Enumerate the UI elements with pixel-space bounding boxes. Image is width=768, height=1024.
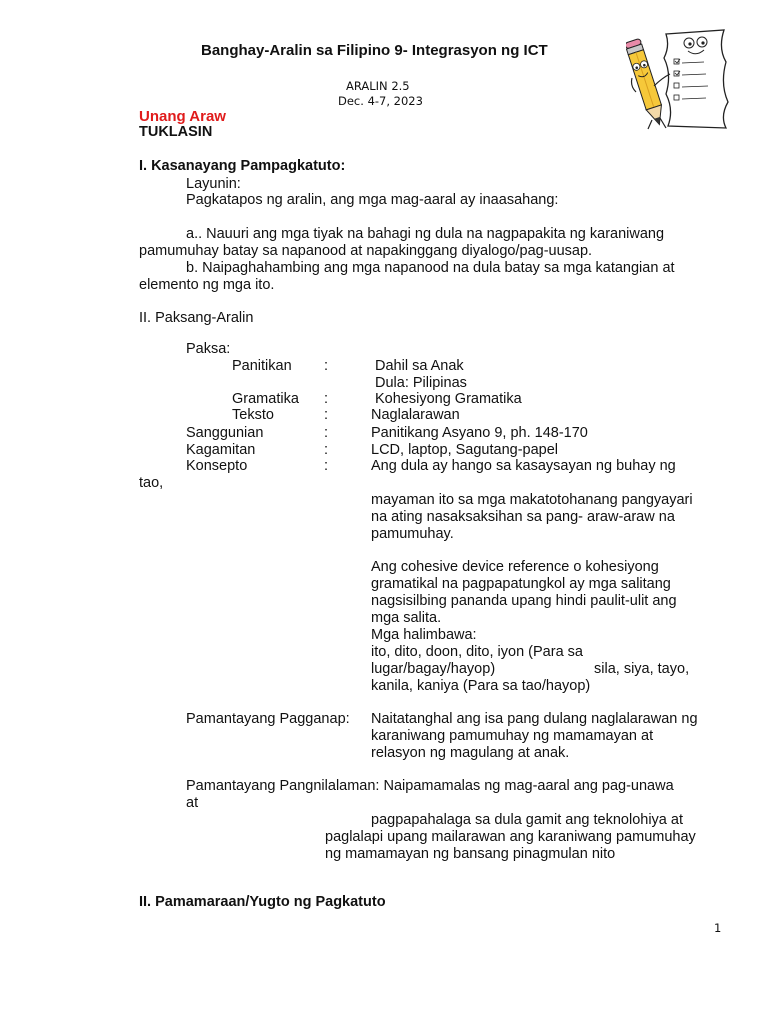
panitikan-label: Panitikan [232, 358, 292, 374]
kagamitan-value: LCD, laptop, Sagutang-papel [371, 442, 559, 458]
pagganap-line: relasyon ng magulang at anak. [371, 745, 570, 761]
objective-a-line1: a.. Nauuri ang mga tiyak na bahagi ng dula na nagpapakita ng karaniwang [186, 226, 665, 242]
sanggunian-label: Sanggunian [186, 425, 264, 441]
sanggunian-value: Panitikang Asyano 9, ph. 148-170 [371, 425, 588, 441]
objectives-heading: I. Kasanayang Pampagkatuto: [139, 158, 346, 174]
gramatika-value: Kohesiyong Gramatika [375, 391, 522, 407]
konsepto-wrap: tao, [139, 475, 164, 491]
colon-separator: : [324, 425, 329, 441]
konsepto-paragraph-line: na ating nasaksaksihan sa pang- araw-araw na [371, 509, 675, 525]
layunin-label: Layunin: [186, 176, 241, 192]
lesson-number: ARALIN 2.5 [346, 79, 410, 93]
colon-separator: : [324, 458, 329, 474]
pangnilalaman-wrap: at [186, 795, 199, 811]
section-heading: TUKLASIN [139, 124, 213, 140]
colon-separator: : [324, 391, 329, 407]
pencil-checklist-icon [626, 28, 736, 130]
lesson-date: Dec. 4-7, 2023 [338, 94, 423, 108]
kagamitan-label: Kagamitan [186, 442, 256, 458]
document-title: Banghay-Aralin sa Filipino 9- Integrasyon ng ICT [201, 42, 548, 59]
panitikan-value: Dahil sa Anak [375, 358, 464, 374]
konsepto-value: Ang dula ay hango sa kasaysayan ng buhay ng [371, 458, 676, 474]
colon-separator: : [324, 407, 329, 423]
colon-separator: : [324, 358, 329, 374]
pagganap-line: karaniwang pamumuhay ng mamamayan at [371, 728, 654, 744]
pangnilalaman-line: Pamantayang Pangnilalaman: Naipamamalas ng mag-aaral ang pag-unawa [186, 778, 674, 794]
page-number: 1 [714, 921, 722, 935]
objective-b-line1: b. Naipaghahambing ang mga napanood na dula batay sa mga katangian at [186, 260, 675, 276]
cohesion-paragraph-line: Ang cohesive device reference o kohesiyong [371, 559, 659, 575]
konsepto-paragraph-line: pamumuhay. [371, 526, 454, 542]
konsepto-label: Konsepto [186, 458, 248, 474]
cohesion-paragraph-line: gramatikal na pagpapatungkol ay mga salitang [371, 576, 671, 592]
panitikan-value-2: Dula: Pilipinas [375, 375, 467, 391]
objective-b-line2: elemento ng mga ito. [139, 277, 275, 293]
objective-a-line2: pamumuhay batay sa napanood at napakinggang diyalogo/pag-uusap. [139, 243, 593, 259]
pangnilalaman-line: ng mamamayan ng bansang pinagmulan nito [325, 846, 616, 862]
content-heading: II. Paksang-Aralin [139, 310, 254, 326]
cohesion-paragraph-line: Mga halimbawa: [371, 627, 477, 643]
teksto-label: Teksto [232, 407, 274, 423]
konsepto-paragraph-line: mayaman ito sa mga makatotohanang pangyayari [371, 492, 693, 508]
cohesion-example-line: kanila, kaniya (Para sa tao/hayop) [371, 678, 591, 694]
pangnilalaman-line: pagpapahalaga sa dula gamit ang teknolohiya at [371, 812, 683, 828]
gramatika-label: Gramatika [232, 391, 299, 407]
pangnilalaman-line: paglalapi upang mailarawan ang karaniwang pamumuhay [325, 829, 696, 845]
day-label: Unang Araw [139, 108, 226, 125]
objectives-intro: Pagkatapos ng aralin, ang mga mag-aaral ay inaasahang: [186, 192, 559, 208]
pagganap-line: Naitatanghal ang isa pang dulang naglalarawan ng [371, 711, 698, 727]
procedure-heading: II. Pamamaraan/Yugto ng Pagkatuto [139, 894, 386, 910]
cohesion-example-person: sila, siya, tayo, [594, 661, 690, 677]
colon-separator: : [324, 442, 329, 458]
cohesion-example-place: lugar/bagay/hayop) [371, 661, 496, 677]
teksto-value: Naglalarawan [371, 407, 460, 423]
cohesion-paragraph-line: ito, dito, doon, dito, iyon (Para sa [371, 644, 583, 660]
cohesion-paragraph-line: nagsisilbing pananda upang hindi paulit-ulit ang [371, 593, 677, 609]
pagganap-label: Pamantayang Pagganap: [186, 711, 350, 727]
paksa-label: Paksa: [186, 341, 231, 357]
cohesion-paragraph-line: mga salita. [371, 610, 442, 626]
